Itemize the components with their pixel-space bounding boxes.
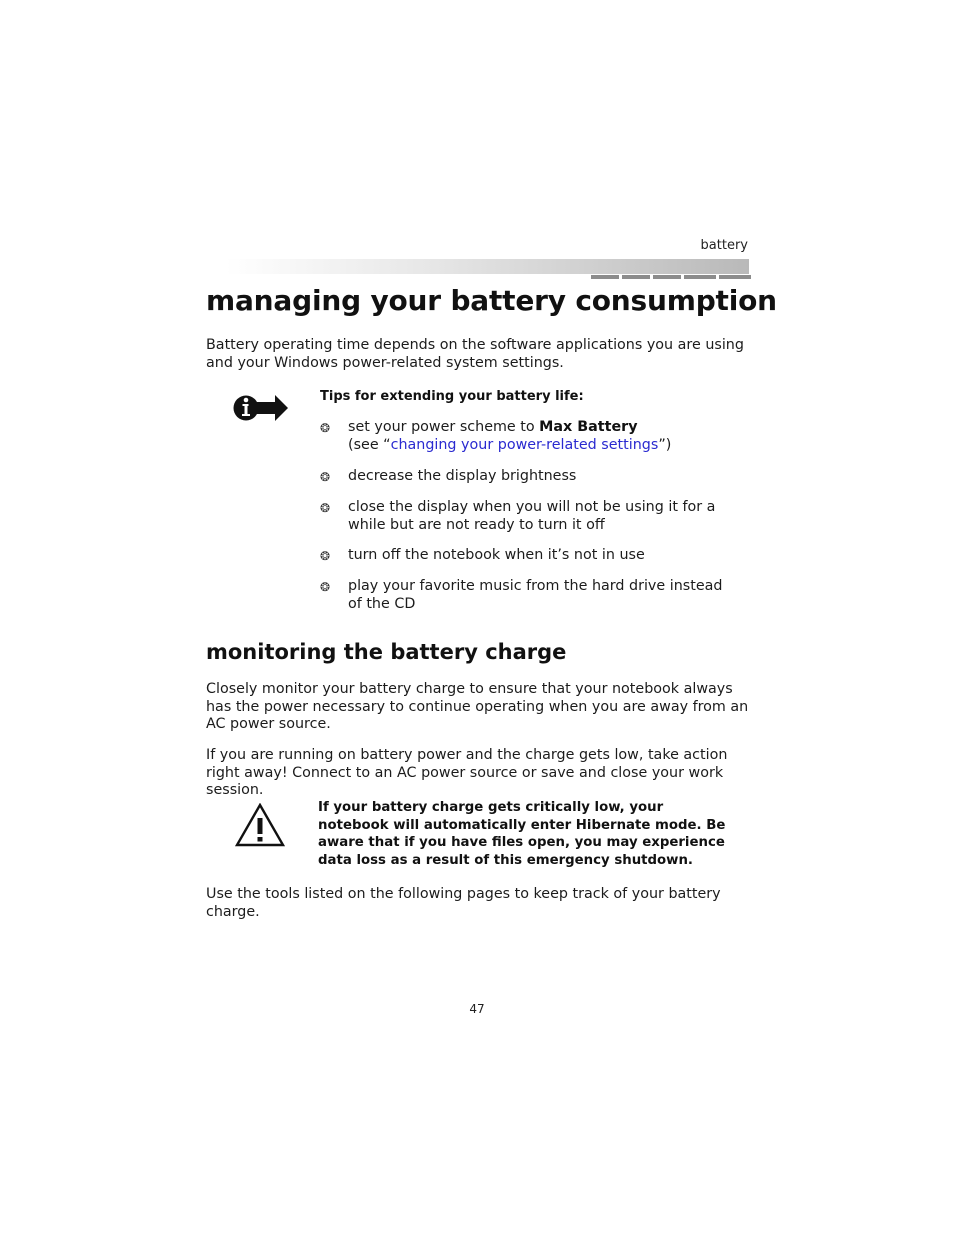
power-settings-link[interactable]: changing your power-related settings <box>390 436 659 453</box>
tips-heading: Tips for extending your battery life: <box>320 389 584 404</box>
tip-text: close the display when you will not be using it for a while but are not ready to turn it off <box>348 499 716 533</box>
tip-item <box>320 547 740 565</box>
warning-text: If your battery charge gets critically low, your notebook will automatically enter Hibernate mode. Be aware that if you have files open, you may experience data loss as a result of this emergency shutdown. <box>318 800 726 868</box>
tip-item <box>320 499 740 535</box>
circle-bullet-icon: ❂ <box>320 470 331 484</box>
tip-text: play your favorite music from the hard drive instead of the CD <box>348 578 723 612</box>
header-gradient-bar <box>226 259 749 274</box>
see-open: (see “ <box>348 436 391 453</box>
tip-text: turn off the notebook when it’s not in use <box>348 547 645 563</box>
body-paragraph: Use the tools listed on the following pages to keep track of your battery charge. <box>206 886 721 920</box>
tip-item <box>320 419 740 455</box>
circle-bullet-icon: ❂ <box>320 501 331 515</box>
circle-bullet-icon: ❂ <box>320 421 331 435</box>
page-title: managing your battery consumption <box>206 284 777 317</box>
body-paragraph: Closely monitor your battery charge to ensure that your notebook always has the power necessary to continue operating when you are away from an AC power source. <box>206 681 749 733</box>
circle-bullet-icon: ❂ <box>320 580 331 594</box>
max-battery-label: Max Battery <box>539 419 638 435</box>
see-close: ”) <box>658 436 672 453</box>
page-number: 47 <box>469 1002 485 1016</box>
section-tag: battery <box>700 238 748 253</box>
tip-item <box>320 578 740 614</box>
circle-bullet-icon: ❂ <box>320 549 331 563</box>
info-arrow-icon <box>233 392 289 424</box>
body-paragraph: If you are running on battery power and the charge gets low, take action right away! Connect to an AC power source or save and close your work session. <box>206 747 728 799</box>
warning-triangle-icon <box>235 803 285 847</box>
tip-item <box>320 468 740 486</box>
intro-paragraph: Battery operating time depends on the software applications you are using and your Windows power-related system settings. <box>206 337 744 371</box>
tip-text: decrease the display brightness <box>348 468 577 484</box>
header-tick-marks <box>591 275 751 279</box>
tip-text: set your power scheme to <box>348 419 540 435</box>
section-subheading: monitoring the battery charge <box>206 640 567 664</box>
